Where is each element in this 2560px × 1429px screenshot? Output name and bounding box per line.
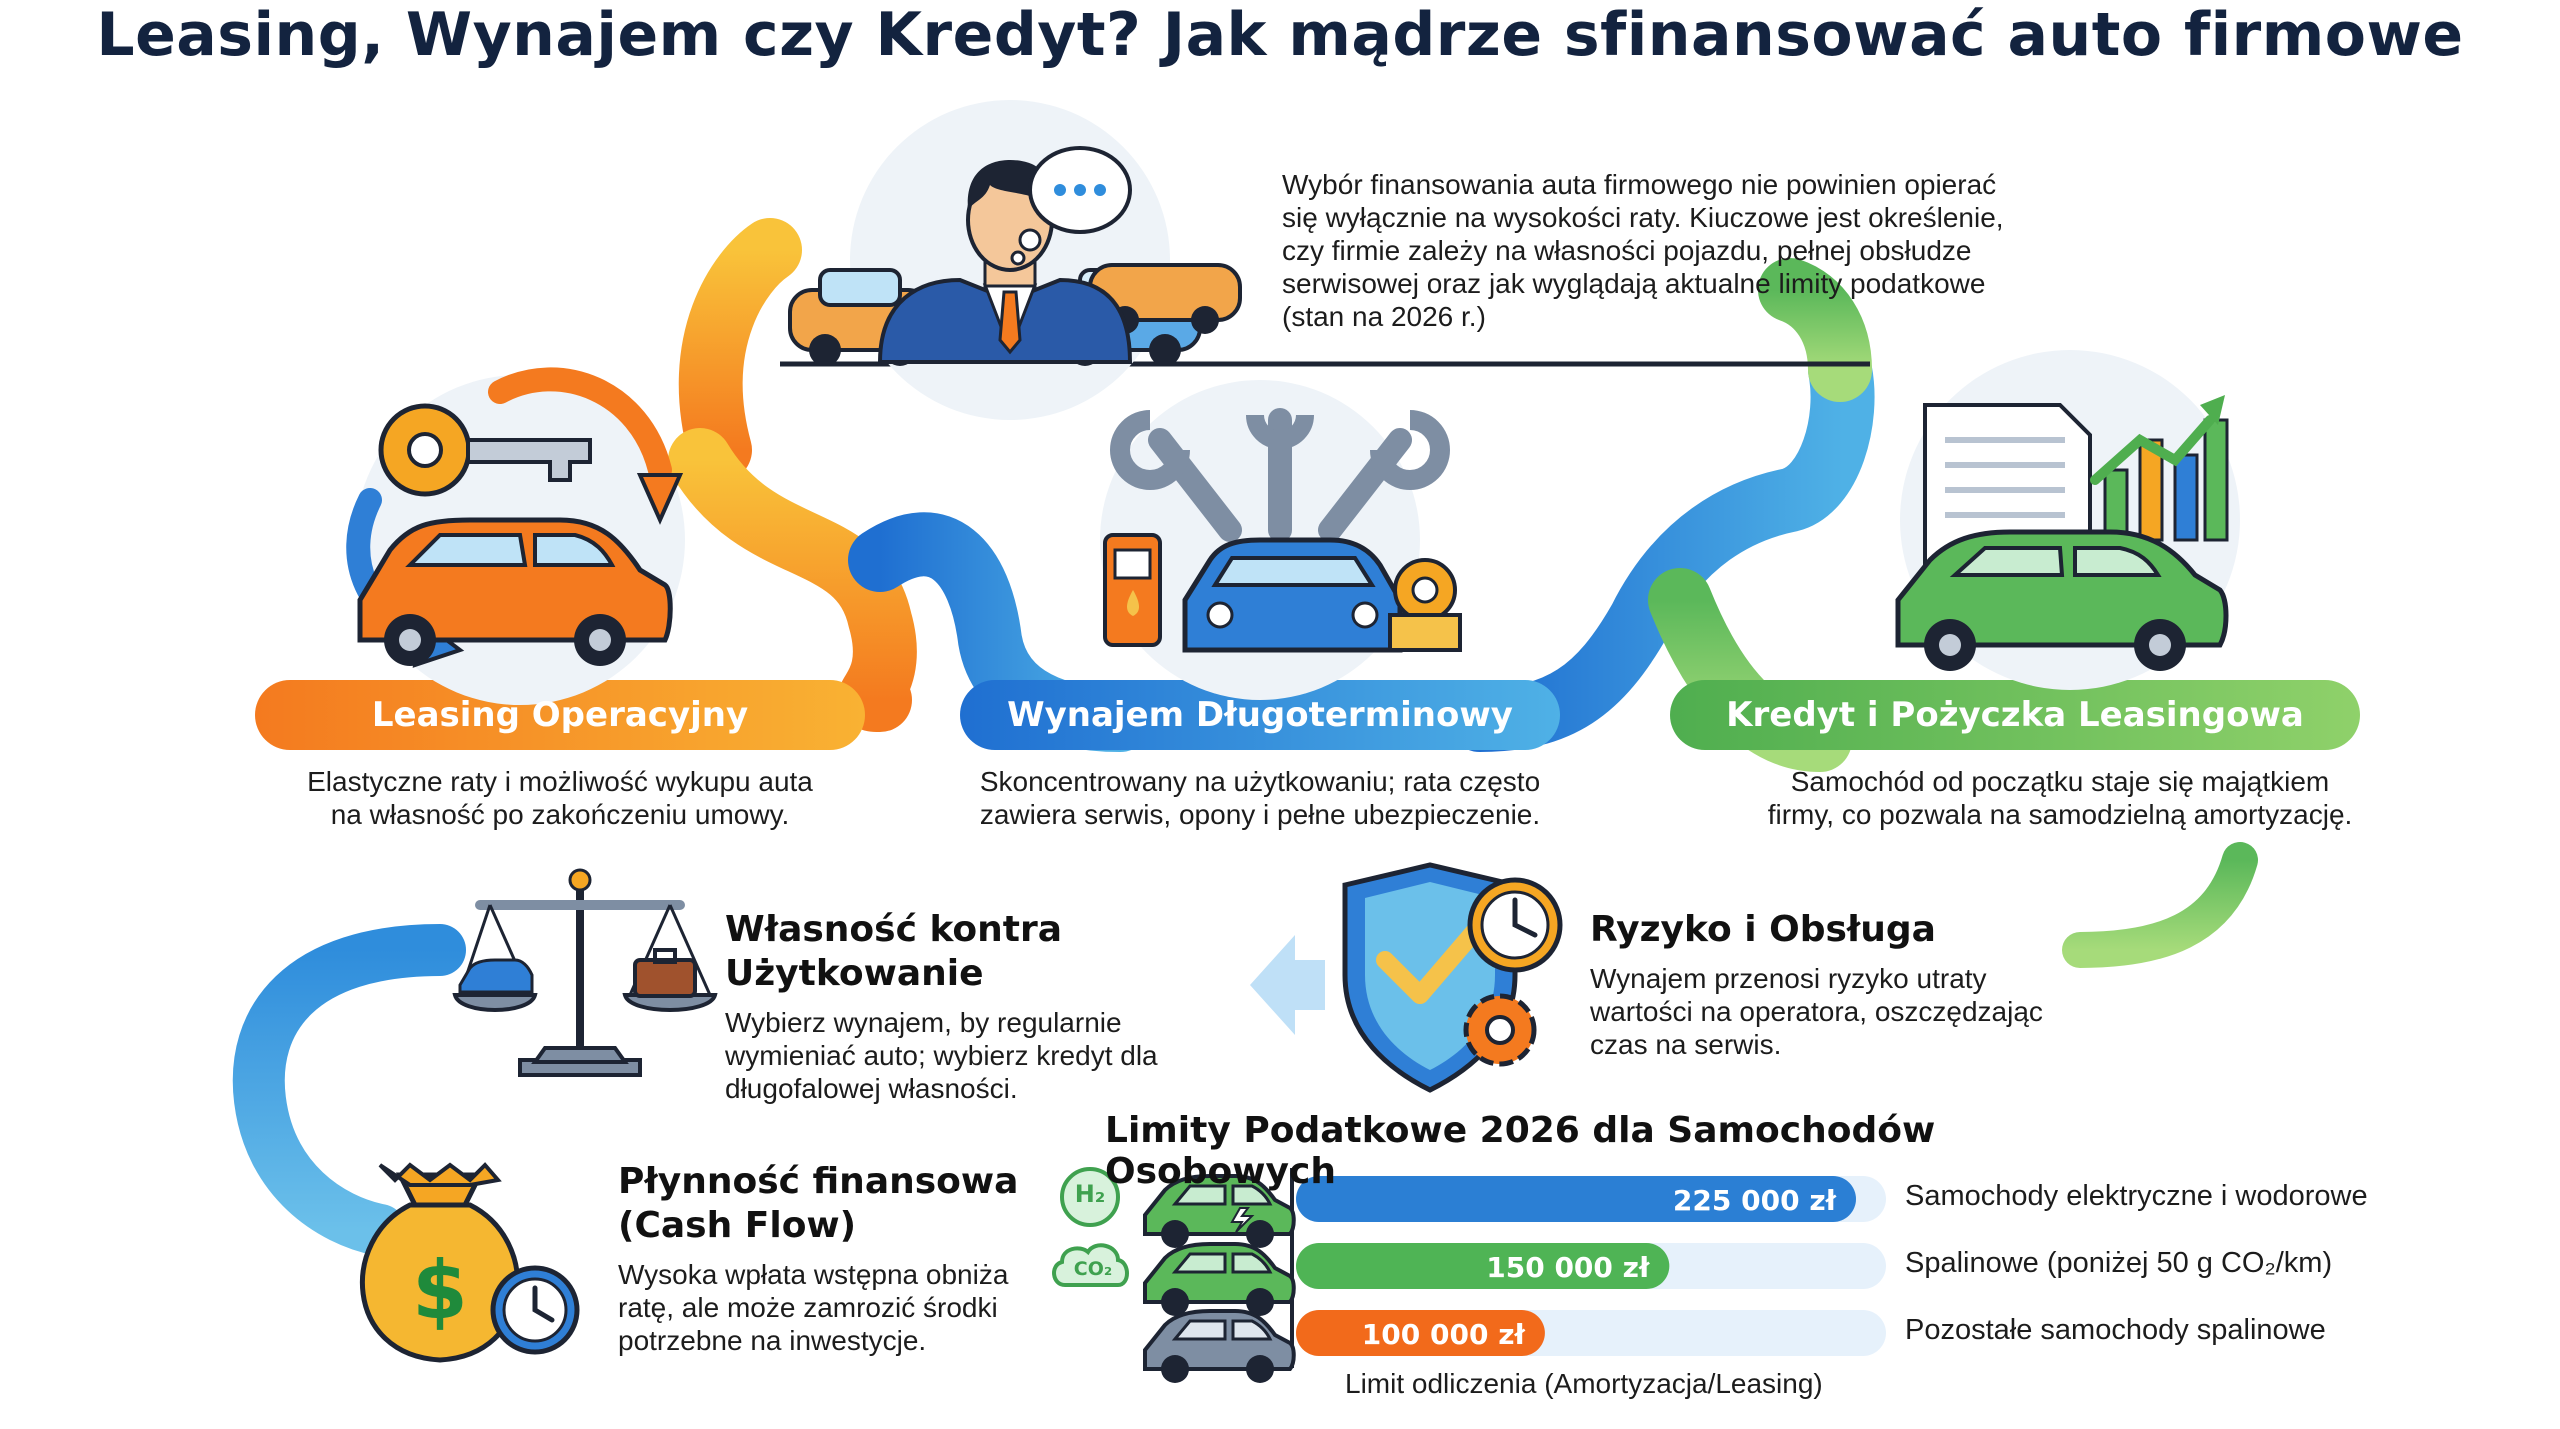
bar-value-label: 225 000 zł [1672,1184,1836,1217]
shield-clock-gear-icon [1345,865,1560,1090]
intro-text [1282,168,2142,333]
option-desc-line: zawiera serwis, opony i pełne ubezpieczenie. [979,799,1541,830]
factor-heading-line: (Cash Flow) [618,1205,857,1246]
page-title: Leasing, Wynajem czy Kredyt? Jak mądrze sfinansować auto firmowe [96,0,2464,70]
factor-heading-line: Płynność finansowa [618,1161,1019,1202]
chart-xlabel: Limit odliczenia (Amortyzacja/Leasing) [1345,1368,1823,1399]
document-chart-car-icon [1898,350,2240,690]
factor-heading [618,1160,1088,1248]
factor-line: ratę, ale może zamrozić środki [618,1292,998,1323]
intro-line: czy firmie zależy na własności pojazdu, pełnej obsłudze [1282,235,1972,266]
factor-heading: Własność kontra Użytkowanie [725,909,1063,994]
option-desc-line: firmy, co pozwala na samodzielną amortyzację. [1767,799,2353,830]
intro-line: (stan na 2026 r.) [1282,301,1486,332]
factor-line: Wynajem przenosi ryzyko utraty [1590,963,1987,994]
option-kredyt-desc [1740,765,2380,831]
bar-value-label: 150 000 zł [1486,1251,1650,1284]
option-desc-line: Skoncentrowany na użytkowaniu; rata często [979,766,1541,797]
scales-icon [455,870,715,1075]
factor-line: długofalowej własności. [725,1073,1018,1104]
combustion-car-icon [1145,1311,1294,1383]
factor-ownership [725,908,1285,1105]
factor-body [725,1006,1285,1105]
factor-risk [1590,908,2150,1061]
factor-cashflow [618,1160,1088,1357]
co2-badge-label: CO₂ [1073,1258,1113,1280]
key-car-icon [355,375,685,705]
option-desc-line: na własność po zakończeniu umowy. [330,799,790,830]
h2-badge-label: H₂ [1074,1180,1106,1208]
factor-line: wartości na operatora, oszczędzając [1590,996,2043,1027]
factor-line: Wysoka wpłata wstępna obniża [618,1259,1009,1290]
bar-category-label: Pozostałe samochody spalinowe [1905,1314,2326,1346]
eco-car-icon [1145,1244,1294,1316]
intro-line: Wybór finansowania auta firmowego nie powinien opierać [1282,169,1997,200]
factor-body [1590,962,2150,1061]
chart-title: Limity Podatkowe 2026 dla Samochodów Osobowych [1105,1110,1936,1192]
factor-line: czas na serwis. [1590,1029,1782,1060]
factor-line: Wybierz wynajem, by regularnie [725,1007,1122,1038]
option-desc-line: Samochód od początku staje się majątkiem [1790,766,2330,797]
option-desc-line: Elastyczne raty i możliwość wykupu auta [307,766,813,797]
money-bag-icon [362,1165,577,1360]
option-wynajem-desc [940,765,1580,831]
factor-body [618,1258,1088,1357]
bar-category-label: Spalinowe (poniżej 50 g CO₂/km) [1905,1247,2333,1279]
intro-line: się wyłącznie na wysokości raty. Kiuczowe jest określenie, [1282,202,2004,233]
businessman-icon [790,100,1240,420]
factor-line: potrzebne na inwestycje. [618,1325,927,1356]
factor-line: wymieniać auto; wybierz kredyt dla [725,1040,1158,1071]
option-leasing-desc [230,765,890,831]
option-kredyt-label: Kredyt i Pożyczka Leasingowa [1726,695,2304,735]
bar-value-label: 100 000 zł [1361,1318,1525,1351]
factor-heading: Ryzyko i Obsługa [1590,909,1936,950]
svg-text:$: $ [412,1244,468,1337]
intro-line: serwisowej oraz jak wyglądają aktualne limity podatkowe [1282,268,1986,299]
service-icon [1100,380,1460,700]
bar-category-label: Samochody elektryczne i wodorowe [1905,1180,2368,1212]
option-wynajem-label: Wynajem Długoterminowy [1007,695,1513,735]
option-leasing-label: Leasing Operacyjny [371,695,749,735]
